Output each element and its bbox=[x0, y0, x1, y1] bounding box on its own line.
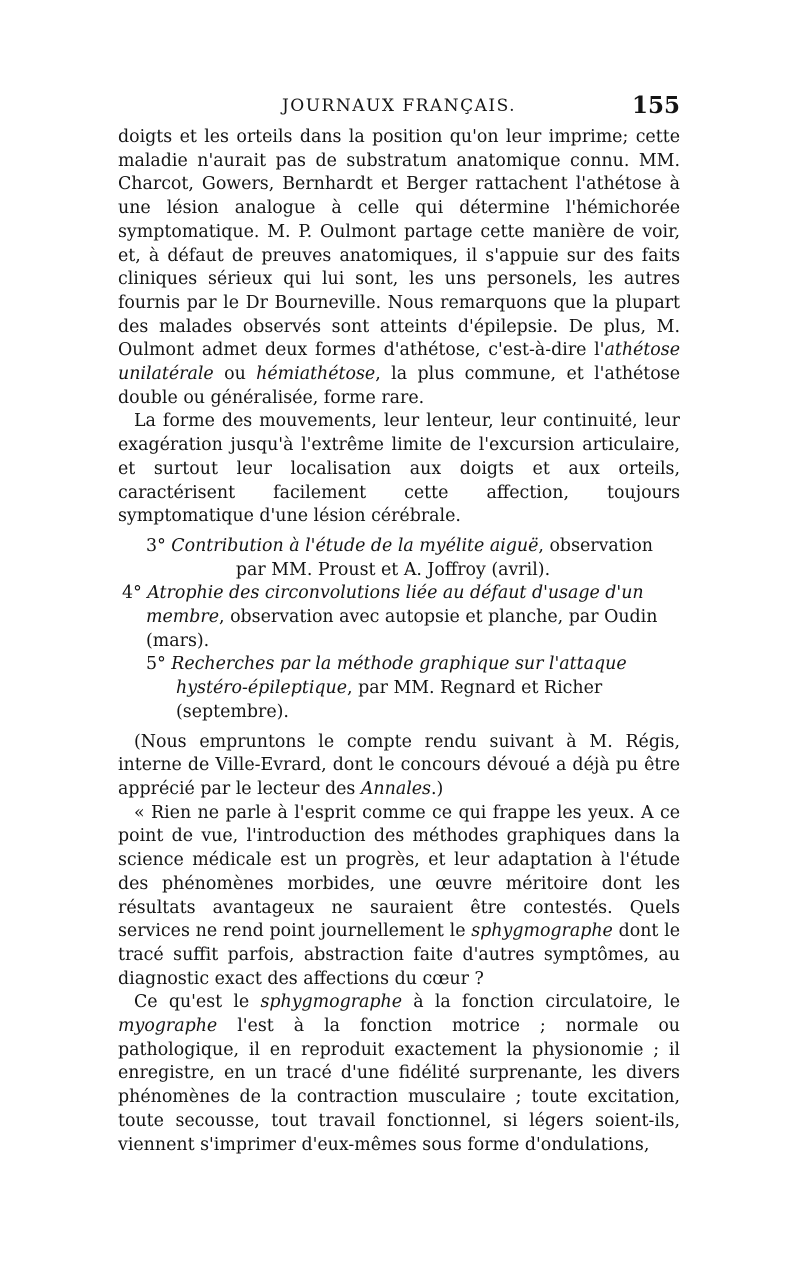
bibliography-entry-recherches: 5° Recherches par la méthode graphique sur l'attaque hystéro-épileptique, par MM. Regnard et Richer (septembre). bbox=[146, 654, 627, 722]
bibliography-entry-myelite: 3° Contribution à l'étude de la myélite aiguë, observation par MM. Proust et A. Joffroy (avril). bbox=[146, 535, 654, 580]
page-body bbox=[118, 126, 680, 1157]
paragraph-myographe: Ce qu'est le sphygmographe à la fonction circulatoire, le myographe l'est à la fonction motrice ; normale ou pathologique, il en reproduit exactement la physionomie ; il enregistre, en un tracé d'une fidélité surprenante, les divers phénomènes de la contraction musculaire ; toute excitation, toute secousse, tout travail fonctionnel, si légers soient-ils, viennent s'imprimer d'eux-mêmes sous forme d'ondulations, bbox=[118, 992, 681, 1155]
bibliography-entry-atrophie: 4° Atrophie des circonvolutions liée au défaut d'usage d'un membre, observation avec autopsie et planche, par Oudin (mars). bbox=[122, 583, 658, 651]
running-head bbox=[118, 92, 680, 122]
paragraph-compte-rendu: (Nous empruntons le compte rendu suivant à M. Régis, interne de Ville-Evrard, dont le concours dévoué a déjà pu être apprécié par le lecteur des Annales.) bbox=[118, 731, 680, 799]
paragraph-methodes-graphiques: « Rien ne parle à l'esprit comme ce qui frappe les yeux. A ce point de vue, l'introduction des méthodes graphiques dans la science médicale est un progrès, et leur adaptation à l'étude des phénomènes morbides, une œuvre méritoire dont les résultats avantageux ne sauraient être contestés. Quels services ne rend point journellement le sphygmographe dont le tracé suffit parfois, abstraction faite d'autres symptômes, au diagnostic exact des affections du cœur ? bbox=[118, 802, 680, 989]
paragraph-athetose: doigts et les orteils dans la position qu'on leur imprime; cette maladie n'aurait pas de substratum anatomique connu. MM. Charcot, Gowers, Bernhardt et Berger rattachent l'athétose à une lésion analogue à celle qui détermine l'hémichorée symptomatique. M. P. Oulmont partage cette manière de voir, et, à défaut de preuves anatomiques, il s'appuie sur des faits cliniques sérieux qui lui sont, les uns personels, les autres fournis par le Dr Bourneville. Nous remarquons que la plupart des malades observés sont atteints d'épilepsie. De plus, M. Oulmont admet deux formes d'athétose, c'est-à-dire l'athétose unilatérale ou hémiathétose, la plus commune, et l'athétose double ou généralisée, forme rare. bbox=[118, 127, 680, 408]
page-number: 155 bbox=[631, 92, 680, 119]
running-title: JOURNAUX FRANÇAIS. bbox=[281, 96, 517, 116]
paragraph-forme-mouvements: La forme des mouvements, leur lenteur, leur continuité, leur exagération jusqu'à l'extrême limite de l'excursion articulaire, et surtout leur localisation aux doigts et aux orteils, caractérisent facilement cette affection, toujours symptomatique d'une lésion cérébrale. bbox=[118, 411, 680, 527]
